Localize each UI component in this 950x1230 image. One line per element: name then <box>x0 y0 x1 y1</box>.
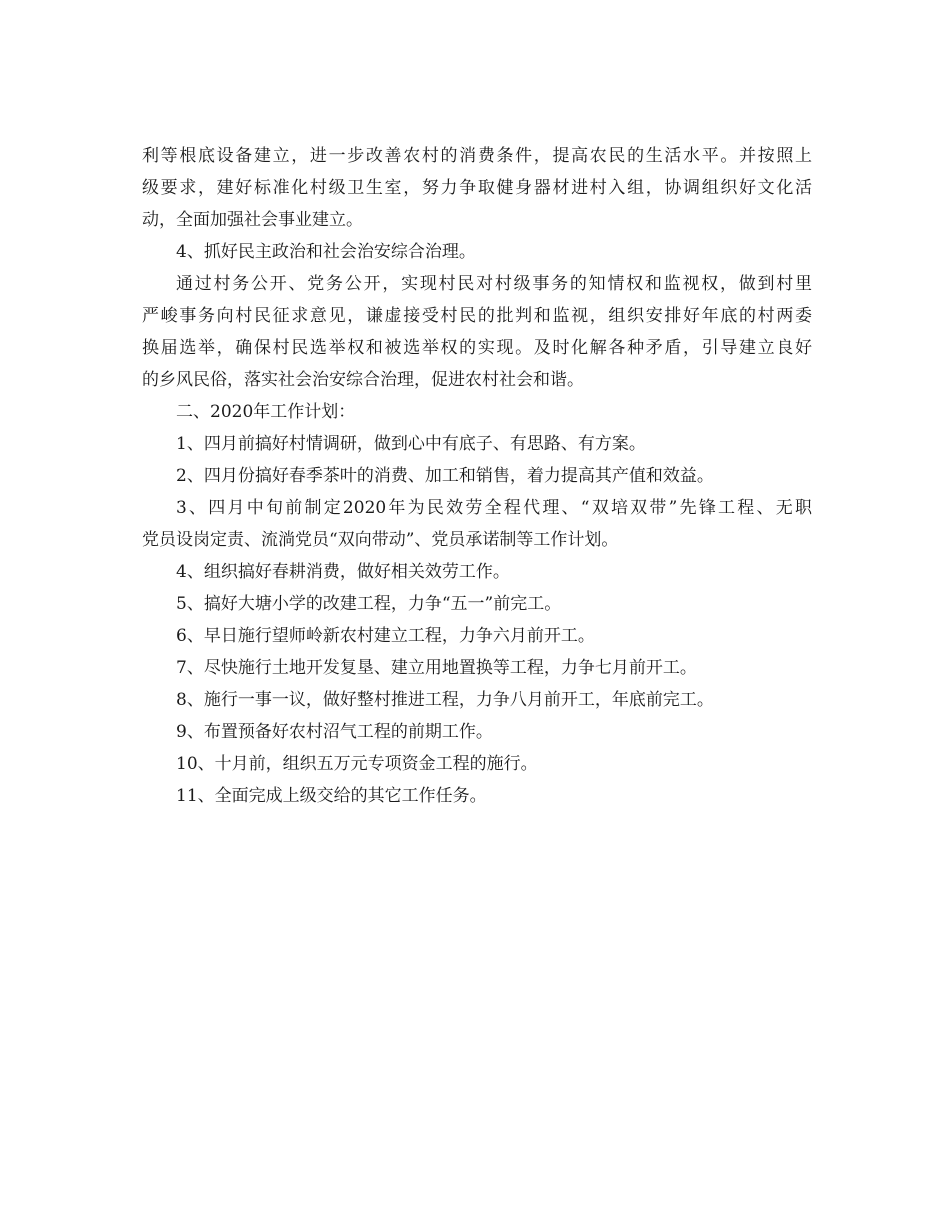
text-line: 的乡风民俗，落实社会治安综合治理，促进农村社会和谐。 <box>142 370 584 390</box>
text-line: 级要求，建好标准化村级卫生室，努力争取健身器材进村入组，协调组织好文化活 <box>142 178 812 198</box>
paragraph-plan-8 <box>142 684 812 716</box>
paragraph-plan-1 <box>142 428 812 460</box>
text-line: 动，全面加强社会事业建立。 <box>142 210 363 230</box>
paragraph-plan-10 <box>142 748 812 780</box>
paragraph-plan-7 <box>142 652 812 684</box>
paragraph-heading-4 <box>142 236 812 268</box>
text-line: 二、2020年工作计划： <box>176 402 356 422</box>
text-line: 10、十月前，组织五万元专项资金工程的施行。 <box>176 754 538 774</box>
text-line: 9、布置预备好农村沼气工程的前期工作。 <box>176 722 493 742</box>
paragraph-plan-5 <box>142 588 812 620</box>
text-line: 通过村务公开、党务公开，实现村民对村级事务的知情权和监视权，做到村里 <box>176 274 812 294</box>
paragraph-plan-9 <box>142 716 812 748</box>
paragraph-democracy <box>142 268 812 396</box>
text-line: 8、施行一事一议，做好整村推进工程，力争八月前开工，年底前完工。 <box>176 690 714 710</box>
text-line: 11、全面完成上级交给的其它工作任务。 <box>176 786 487 806</box>
text-line: 3、四月中旬前制定2020年为民效劳全程代理、“双培双带”先锋工程、无职 <box>176 498 812 518</box>
text-line: 2、四月份搞好春季茶叶的消费、加工和销售，着力提高其产值和效益。 <box>176 466 714 486</box>
text-line: 4、抓好民主政治和社会治安综合治理。 <box>176 242 476 262</box>
paragraph-plan-2 <box>142 460 812 492</box>
paragraph-plan-heading <box>142 396 812 428</box>
text-line: 党员设岗定责、流淌党员“双向带动”、党员承诺制等工作计划。 <box>142 530 619 550</box>
paragraph-plan-3 <box>142 492 812 556</box>
paragraph-plan-6 <box>142 620 812 652</box>
paragraph-infrastructure-cont <box>142 140 812 236</box>
paragraph-plan-11 <box>142 780 812 812</box>
paragraph-plan-4 <box>142 556 812 588</box>
text-line: 1、四月前搞好村情调研，做到心中有底子、有思路、有方案。 <box>176 434 646 454</box>
text-line: 利等根底设备建立，进一步改善农村的消费条件，提高农民的生活水平。并按照上 <box>142 146 812 166</box>
document-body <box>142 140 812 812</box>
text-line: 严峻事务向村民征求意见，谦虚接受村民的批判和监视，组织安排好年底的村两委 <box>142 306 812 326</box>
text-line: 换届选举，确保村民选举权和被选举权的实现。及时化解各种矛盾，引导建立良好 <box>142 338 812 358</box>
text-line: 6、早日施行望师岭新农村建立工程，力争六月前开工。 <box>176 626 595 646</box>
text-line: 7、尽快施行土地开发复垦、建立用地置换等工程，力争七月前开工。 <box>176 658 697 678</box>
text-line: 5、搞好大塘小学的改建工程，力争“五一”前完工。 <box>176 594 562 614</box>
text-line: 4、组织搞好春耕消费，做好相关效劳工作。 <box>176 562 510 582</box>
